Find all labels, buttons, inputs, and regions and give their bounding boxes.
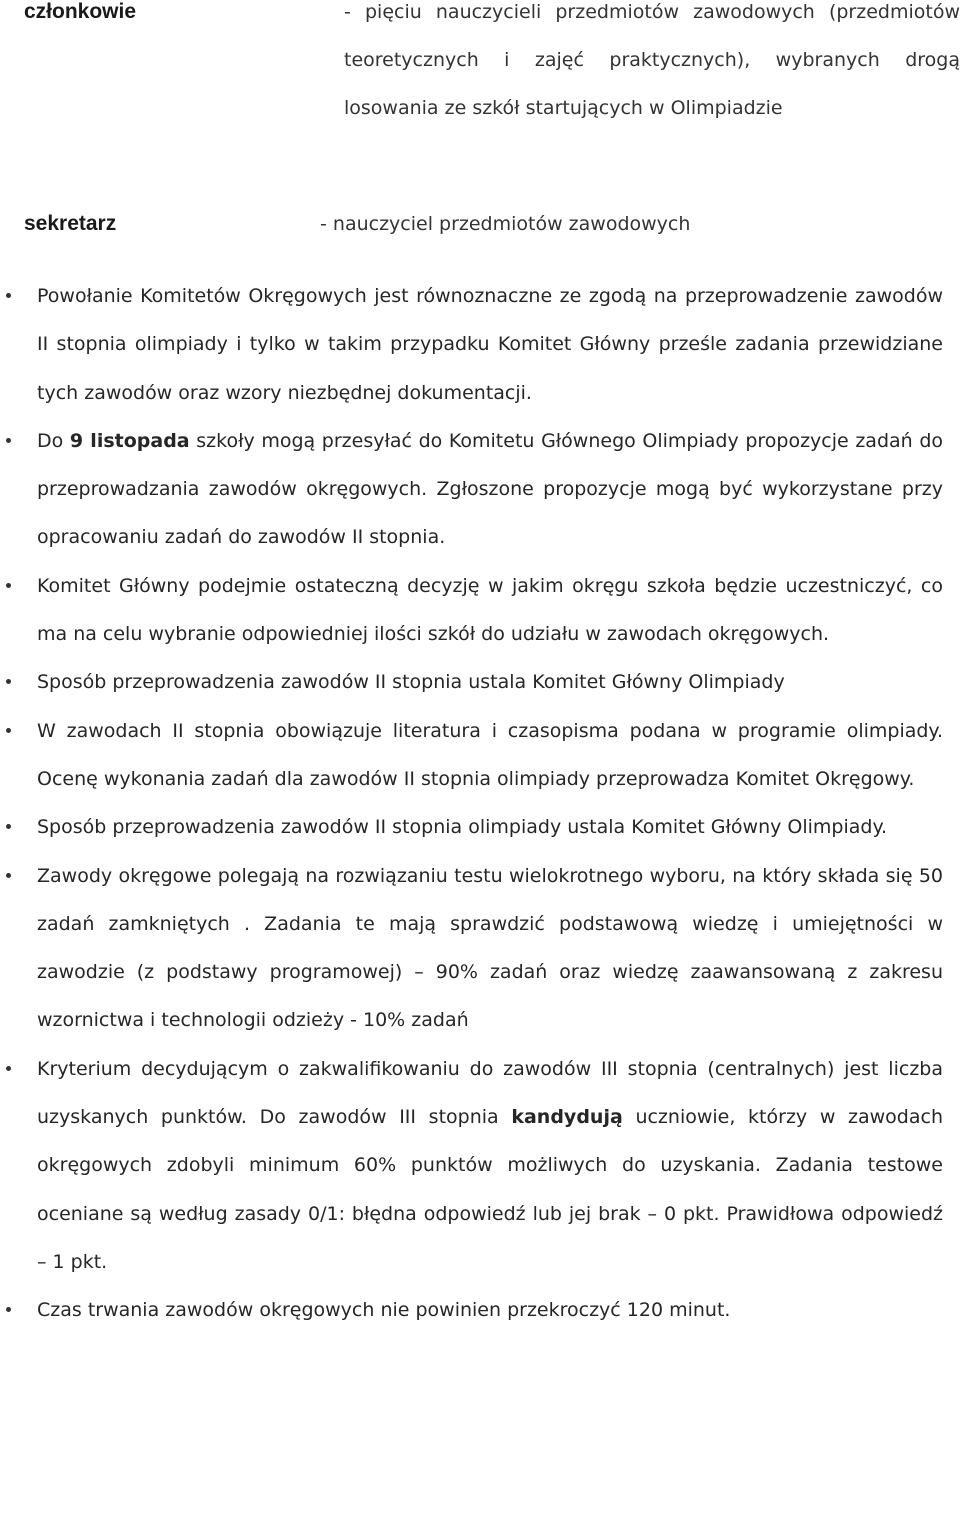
list-item-text: W zawodach II stopnia obowiązuje literatura i czasopisma podana w programie olimpiady. Ocenę wykonania zadań dla zawodów II stopnia olimpiady przeprowadza Komitet Okręgowy. (37, 719, 943, 790)
list-item (0, 417, 943, 562)
secretary-description: - nauczyciel przedmiotów zawodowych (320, 213, 691, 235)
list-item (0, 1045, 943, 1286)
bullet-dot-icon (6, 293, 11, 298)
bullet-dot-icon (6, 873, 11, 878)
secretary-label: sekretarz (24, 212, 117, 235)
members-label: członkowie (24, 0, 137, 23)
committee-members-row (0, 0, 960, 180)
list-item (0, 1286, 943, 1334)
list-item (0, 803, 943, 851)
list-item-text: Sposób przeprowadzenia zawodów II stopnia olimpiady ustala Komitet Główny Olimpiady. (37, 816, 888, 839)
members-description: - pięciu nauczycieli przedmiotów zawodowych (przedmiotów teoretycznych i zajęć praktycznych), wybranych drogą losowania ze szkół startujących w Olimpiadzie (344, 1, 960, 119)
list-item-text: Powołanie Komitetów Okręgowych jest równoznaczne ze zgodą na przeprowadzenie zawodów II stopnia olimpiady i tylko w takim przypadku Komitet Główny prześle zadania przewidziane tych zawodów oraz wzory niezbędnej dokumentacji. (37, 285, 943, 404)
list-item (0, 272, 943, 417)
list-item-text-after: uczniowie, którzy w zawodach okręgowych zdobyli minimum 60% punktów możliwych do uzyskania. Zadania testowe oceniane są według zasady 0/1: błędna odpowiedź lub jej brak – 0 pkt. Prawidłowa odpowiedź – 1 pkt. (37, 1106, 943, 1273)
bullet-dot-icon (6, 1307, 11, 1312)
list-item (0, 562, 943, 659)
list-item-text: Zawody okręgowe polegają na rozwiązaniu testu wielokrotnego wyboru, na który składa się 50 zadań zamkniętych . Zadania te mają sprawdzić podstawową wiedzę i umiejętności w zawodzie (z podstawy programowej) – 90% zadań oraz wiedzę zaawansowaną z zakresu wzornictwa i technologii odzieży - 10% zadań (37, 864, 943, 1032)
deadline-date: 9 listopada (69, 429, 190, 452)
list-item (0, 707, 943, 804)
bullet-dot-icon (6, 679, 11, 684)
list-item-text-before: Do (37, 429, 70, 452)
list-item-text-before: Kryterium decydującym o zakwalifikowaniu do zawodów III stopnia (centralnych) jest liczba uzyskanych punktów. Do zawodów III stopnia (37, 1057, 943, 1129)
list-item-text: Czas trwania zawodów okręgowych nie powinien przekroczyć 120 minut. (37, 1299, 731, 1322)
list-item-text: Komitet Główny podejmie ostateczną decyzję w jakim okręgu szkoła będzie uczestniczyć, co ma na celu wybranie odpowiedniej ilości szkół do udziału w zawodach okręgowych. (37, 574, 943, 646)
bullet-dot-icon (6, 728, 11, 733)
committee-secretary-row (0, 200, 960, 248)
bullet-dot-icon (6, 583, 11, 588)
bullet-dot-icon (6, 1066, 11, 1071)
bullet-dot-icon (6, 824, 11, 829)
list-item-text: Sposób przeprowadzenia zawodów II stopnia ustala Komitet Główny Olimpiady (37, 671, 785, 694)
list-item (0, 852, 943, 1045)
list-item-text-after: szkoły mogą przesyłać do Komitetu Głównego Olimpiady propozycje zadań do przeprowadzania zawodów okręgowych. Zgłoszone propozycje mogą być wykorzystane przy opracowaniu zadań do zawodów II stopnia. (37, 429, 944, 549)
rules-list (0, 272, 960, 1335)
list-item (0, 658, 943, 706)
emphasis-word: kandydują (511, 1106, 623, 1129)
bullet-dot-icon (6, 438, 11, 443)
